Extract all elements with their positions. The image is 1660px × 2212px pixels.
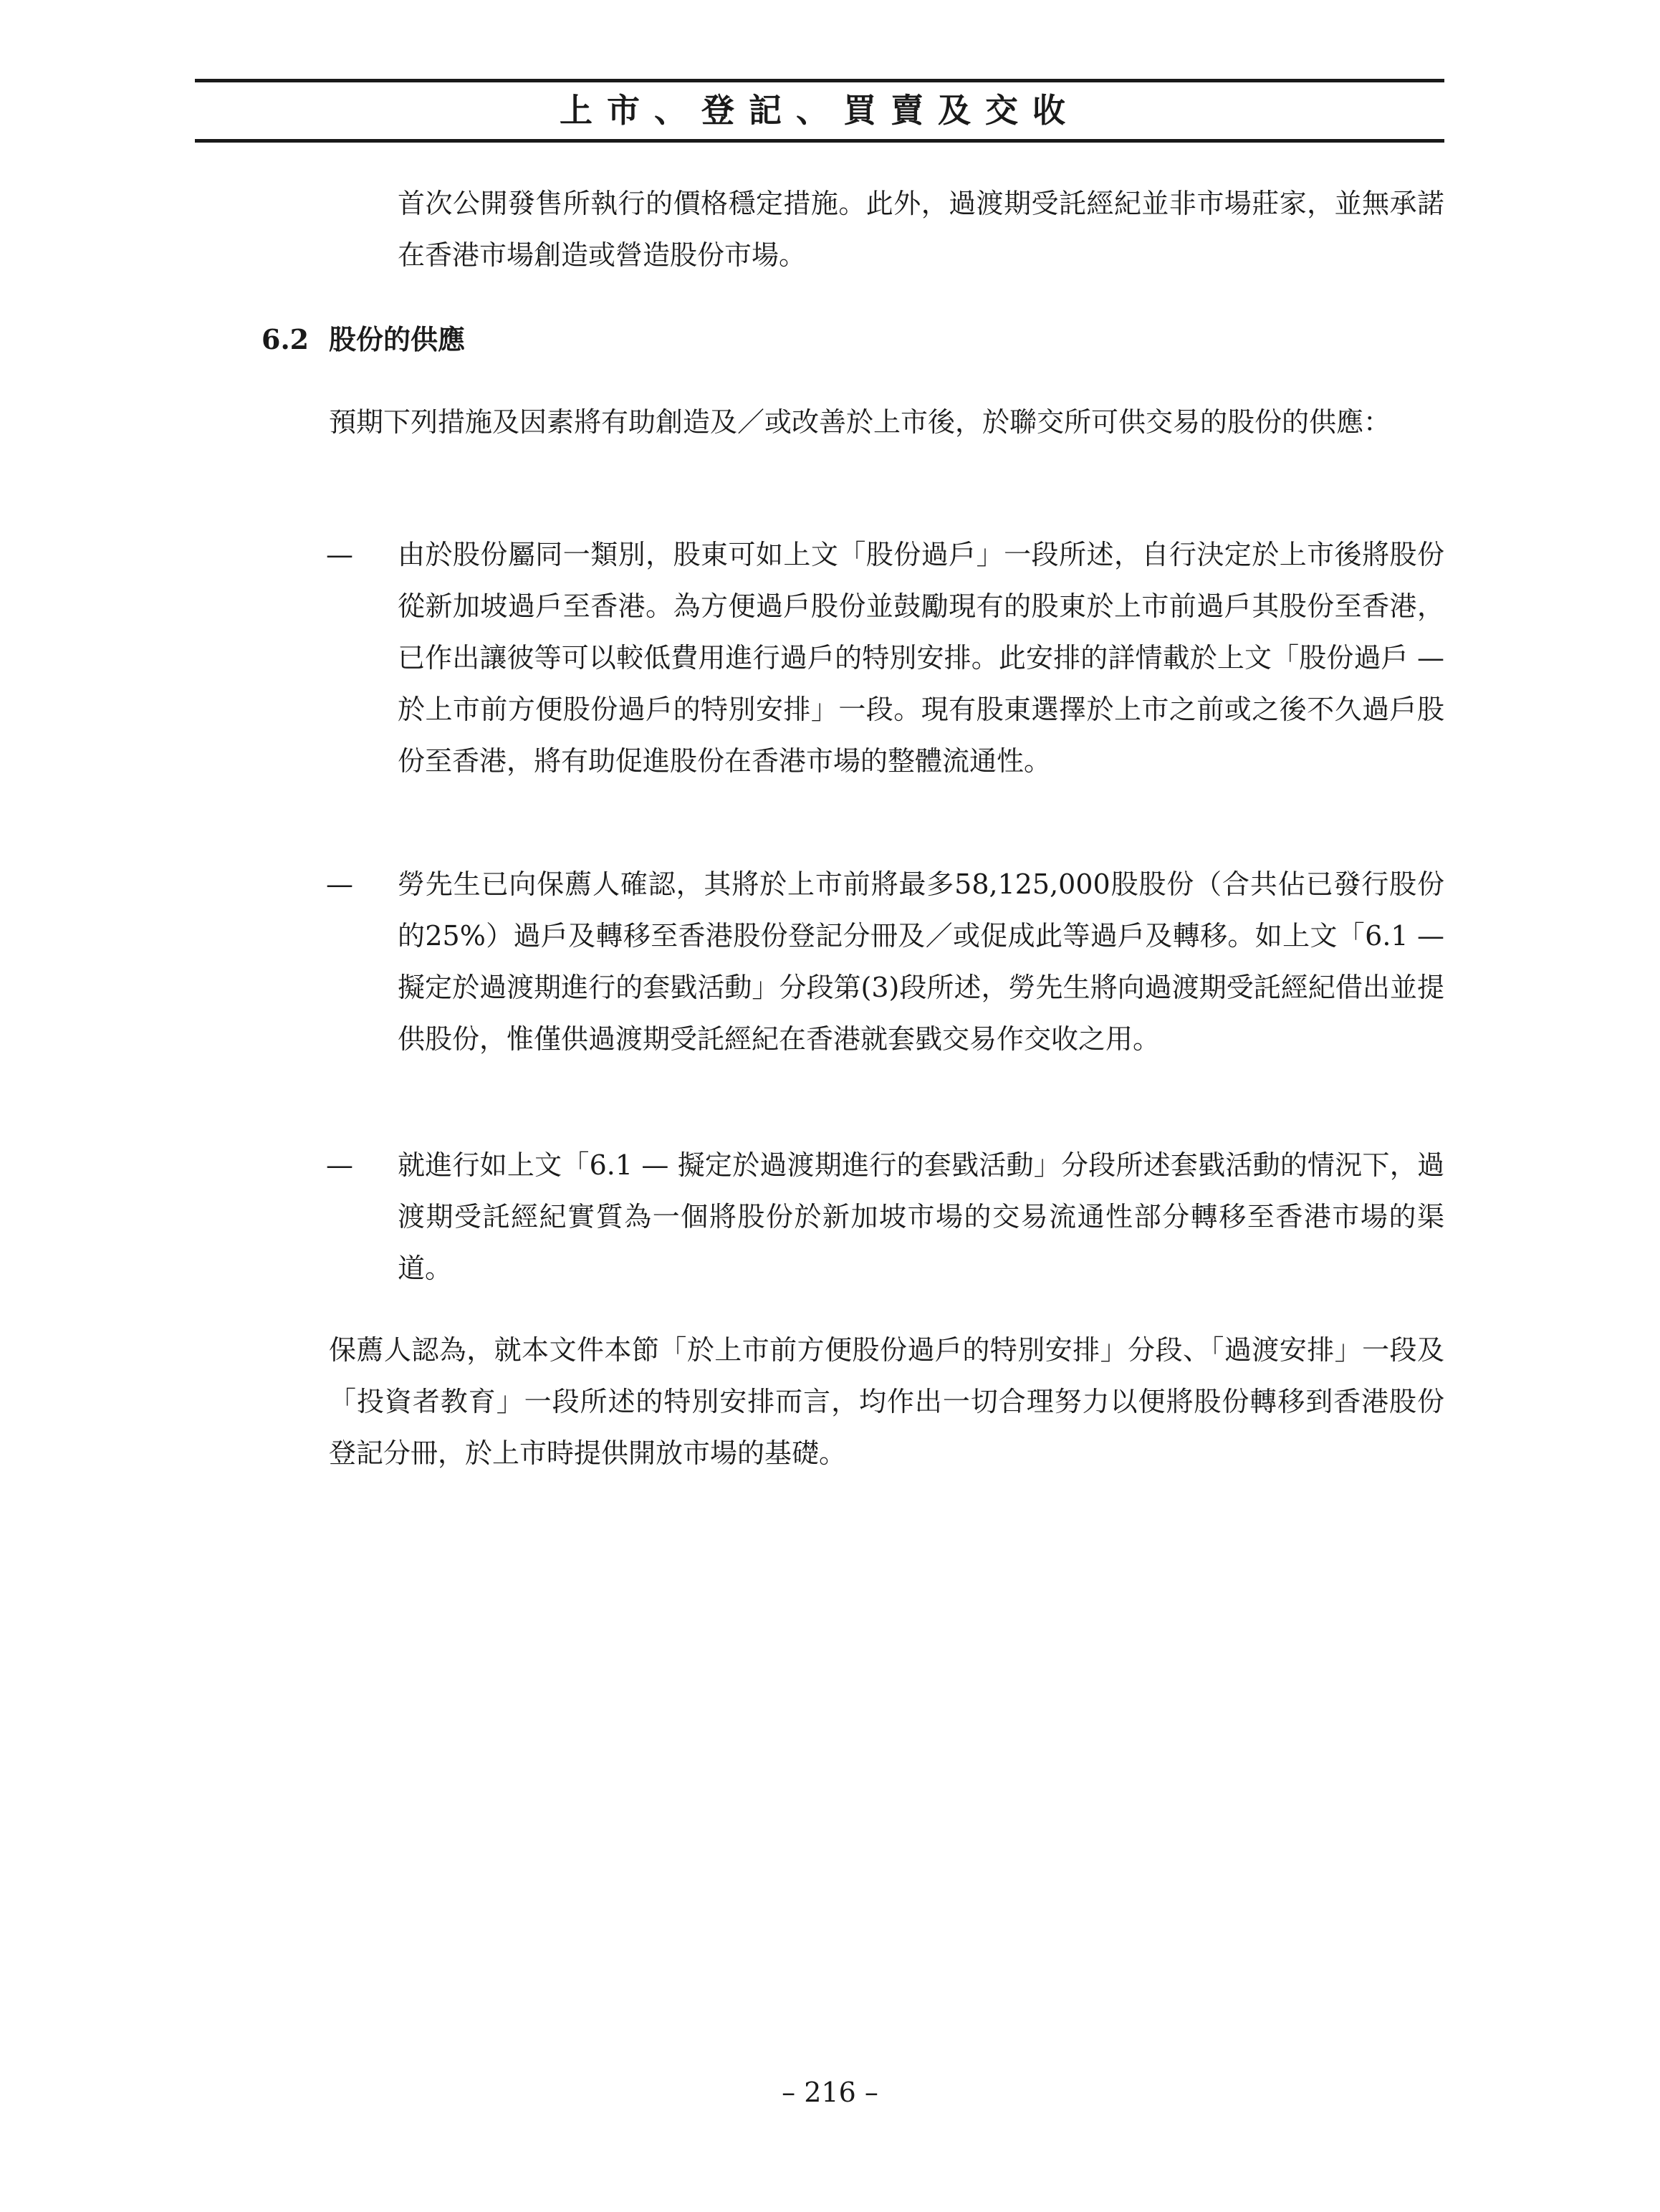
intro-continuation-paragraph: 首次公開發售所執行的價格穩定措施。此外，過渡期受託經紀並非市場莊家，並無承諾在香港市場創造或營造股份市場。 (398, 188, 1444, 271)
bullet-item-1: 由於股份屬同一類別，股東可如上文「股份過戶」一段所述，自行決定於上市後將股份從新加坡過戶至香港。為方便過戶股份並鼓勵現有的股東於上市前過戶其股份至香港，已作出讓彼等可以較低費用進行過戶的特別安排。此安排的詳情載於上文「股份過戶 — 於上市前方便股份過戶的特別安排」一段。現有股東選擇於上市之前或之後不久過戶股份至香港，將有助促進股份在香港市場的整體流通性。 (398, 539, 1444, 777)
page-number: – 216 – (782, 2077, 878, 2108)
closing-paragraph (262, 1324, 1444, 1479)
header-top-rule (195, 79, 1444, 82)
closing-text: 保薦人認為，就本文件本節「於上市前方便股份過戶的特別安排」分段、「過渡安排」一段及「投資者教育」一段所述的特別安排而言，均作出一切合理努力以便將股份轉移到香港股份登記分冊，於上市時提供開放市場的基礎。 (329, 1334, 1444, 1469)
lead-text: 預期下列措施及因素將有助創造及／或改善於上市後，於聯交所可供交易的股份的供應： (329, 406, 1391, 438)
bullet-marker-1: — (326, 539, 353, 570)
section-heading (262, 318, 465, 361)
header-bottom-rule (195, 139, 1444, 143)
bullet-item-3: 就進行如上文「6.1 — 擬定於過渡期進行的套戥活動」分段所述套戥活動的情況下，過渡期受託經紀實質為一個將股份於新加坡市場的交易流通性部分轉移至香港市場的渠道。 (398, 1149, 1444, 1284)
bullet-marker-2: — (326, 868, 353, 900)
bullet-item-2: 勞先生已向保薦人確認，其將於上市前將最多58,125,000股股份（合共佔已發行股份的25%）過戶及轉移至香港股份登記分冊及／或促成此等過戶及轉移。如上文「6.1 — 擬定於過渡期進行的套戥活動」分段第(3)段所述，勞先生將向過渡期受託經紀借出並提供股份，惟僅供過渡期受託經紀在香港就套戥交易作交收之用。 (398, 868, 1444, 1055)
bullet-marker-3: — (326, 1149, 353, 1181)
section-title: 股份的供應 (329, 323, 466, 355)
lead-paragraph (262, 396, 1444, 448)
section-number: 6.2 (262, 323, 310, 355)
page-header-title: 上市、登記、買賣及交收 (560, 91, 1080, 130)
